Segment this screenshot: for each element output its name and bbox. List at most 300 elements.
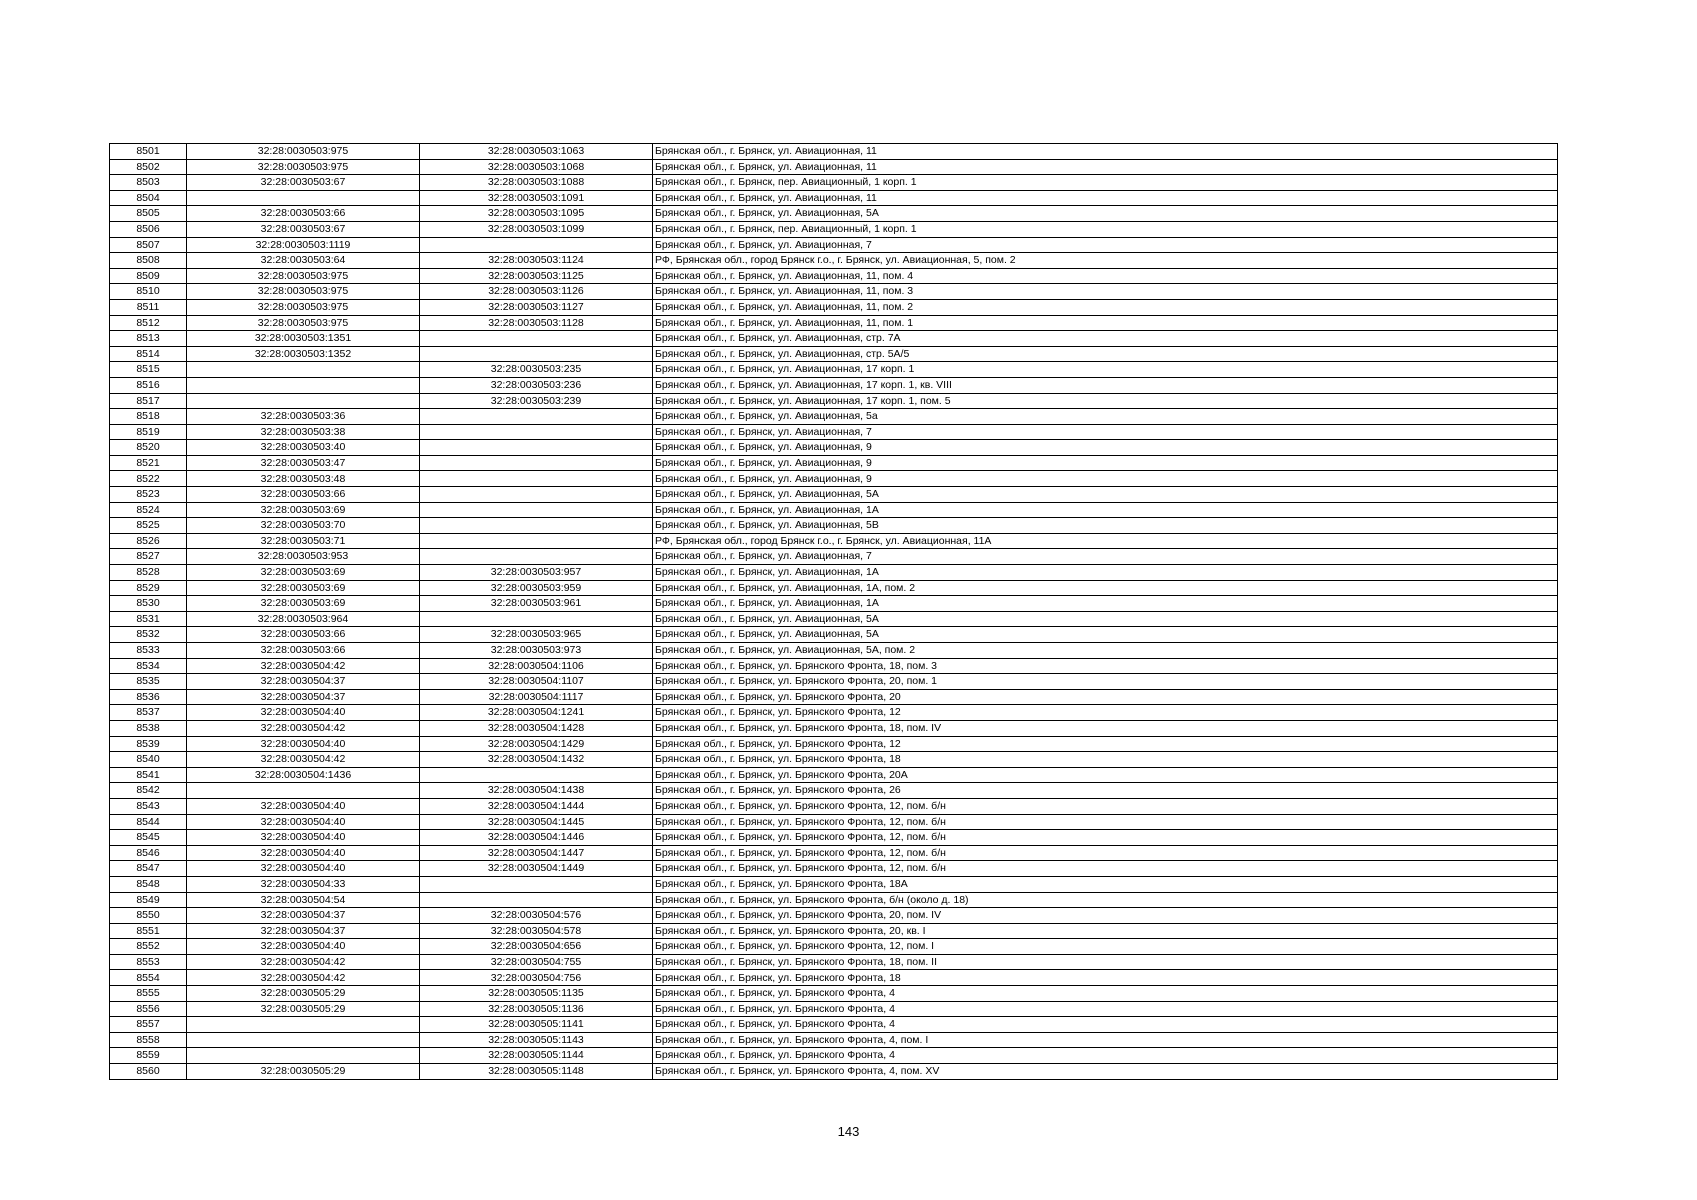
parent-cadastral-number-cell: 32:28:0030505:29 — [187, 986, 420, 1002]
table-row — [110, 939, 1558, 955]
address-cell: Брянская обл., г. Брянск, ул. Авиационная, стр. 5А/5 — [653, 346, 1558, 362]
cadastral-number-cell — [420, 471, 653, 487]
row-number-cell: 8557 — [110, 1017, 187, 1033]
cadastral-number-cell: 32:28:0030505:1136 — [420, 1001, 653, 1017]
cadastral-number-cell — [420, 518, 653, 534]
cadastral-number-cell: 32:28:0030505:1141 — [420, 1017, 653, 1033]
parent-cadastral-number-cell: 32:28:0030504:37 — [187, 674, 420, 690]
table-row — [110, 175, 1558, 191]
parent-cadastral-number-cell: 32:28:0030503:66 — [187, 487, 420, 503]
row-number-cell: 8532 — [110, 627, 187, 643]
table-row — [110, 206, 1558, 222]
row-number-cell: 8519 — [110, 424, 187, 440]
parent-cadastral-number-cell: 32:28:0030504:40 — [187, 845, 420, 861]
row-number-cell: 8528 — [110, 565, 187, 581]
row-number-cell: 8545 — [110, 830, 187, 846]
row-number-cell: 8520 — [110, 440, 187, 456]
table-row — [110, 627, 1558, 643]
address-cell: Брянская обл., г. Брянск, ул. Брянского Фронта, 20, пом. 1 — [653, 674, 1558, 690]
table-row — [110, 1017, 1558, 1033]
parent-cadastral-number-cell: 32:28:0030505:29 — [187, 1001, 420, 1017]
cadastral-number-cell: 32:28:0030505:1135 — [420, 986, 653, 1002]
cadastral-table — [109, 143, 1558, 1080]
address-cell: Брянская обл., г. Брянск, ул. Авиационная, 5А — [653, 487, 1558, 503]
address-cell: Брянская обл., г. Брянск, ул. Авиационная, 5А — [653, 611, 1558, 627]
table-row — [110, 830, 1558, 846]
cadastral-number-cell: 32:28:0030504:1438 — [420, 783, 653, 799]
table-row — [110, 736, 1558, 752]
table-row — [110, 159, 1558, 175]
table-row — [110, 611, 1558, 627]
cadastral-number-cell: 32:28:0030503:965 — [420, 627, 653, 643]
table-row — [110, 424, 1558, 440]
row-number-cell: 8510 — [110, 284, 187, 300]
table-row — [110, 643, 1558, 659]
parent-cadastral-number-cell: 32:28:0030504:42 — [187, 970, 420, 986]
cadastral-number-cell: 32:28:0030504:656 — [420, 939, 653, 955]
address-cell: Брянская обл., г. Брянск, ул. Авиационная, 1А — [653, 502, 1558, 518]
address-cell: Брянская обл., г. Брянск, ул. Брянского Фронта, 18 — [653, 970, 1558, 986]
cadastral-number-cell: 32:28:0030503:1095 — [420, 206, 653, 222]
parent-cadastral-number-cell: 32:28:0030503:975 — [187, 315, 420, 331]
cadastral-number-cell: 32:28:0030503:973 — [420, 643, 653, 659]
address-cell: Брянская обл., г. Брянск, ул. Авиационная, 5а — [653, 409, 1558, 425]
address-cell: Брянская обл., г. Брянск, ул. Брянского Фронта, 26 — [653, 783, 1558, 799]
table-row — [110, 861, 1558, 877]
address-cell: Брянская обл., г. Брянск, ул. Авиационная, 11 — [653, 190, 1558, 206]
table-row — [110, 720, 1558, 736]
address-cell: Брянская обл., г. Брянск, ул. Авиационная, 11, пом. 2 — [653, 299, 1558, 315]
table-row — [110, 580, 1558, 596]
table-row — [110, 1001, 1558, 1017]
cadastral-number-cell: 32:28:0030503:235 — [420, 362, 653, 378]
table-row — [110, 502, 1558, 518]
address-cell: Брянская обл., г. Брянск, ул. Авиационная, 17 корп. 1, кв. VIII — [653, 377, 1558, 393]
table-row — [110, 986, 1558, 1002]
row-number-cell: 8522 — [110, 471, 187, 487]
row-number-cell: 8502 — [110, 159, 187, 175]
cadastral-number-cell — [420, 331, 653, 347]
address-cell: Брянская обл., г. Брянск, ул. Брянского Фронта, 12, пом. б/н — [653, 798, 1558, 814]
address-cell: Брянская обл., г. Брянск, ул. Брянского Фронта, 20 — [653, 689, 1558, 705]
address-cell: Брянская обл., г. Брянск, ул. Авиационная, 9 — [653, 440, 1558, 456]
cadastral-number-cell — [420, 611, 653, 627]
parent-cadastral-number-cell: 32:28:0030504:37 — [187, 689, 420, 705]
parent-cadastral-number-cell: 32:28:0030503:975 — [187, 284, 420, 300]
parent-cadastral-number-cell: 32:28:0030503:975 — [187, 159, 420, 175]
parent-cadastral-number-cell: 32:28:0030504:42 — [187, 954, 420, 970]
parent-cadastral-number-cell: 32:28:0030504:40 — [187, 705, 420, 721]
address-cell: Брянская обл., г. Брянск, ул. Авиационная, 17 корп. 1 — [653, 362, 1558, 378]
row-number-cell: 8525 — [110, 518, 187, 534]
row-number-cell: 8552 — [110, 939, 187, 955]
parent-cadastral-number-cell: 32:28:0030503:953 — [187, 549, 420, 565]
table-row — [110, 471, 1558, 487]
row-number-cell: 8550 — [110, 908, 187, 924]
row-number-cell: 8533 — [110, 643, 187, 659]
row-number-cell: 8505 — [110, 206, 187, 222]
table-row — [110, 876, 1558, 892]
parent-cadastral-number-cell: 32:28:0030503:69 — [187, 580, 420, 596]
address-cell: РФ, Брянская обл., город Брянск г.о., г. Брянск, ул. Авиационная, 11А — [653, 533, 1558, 549]
parent-cadastral-number-cell: 32:28:0030504:40 — [187, 830, 420, 846]
parent-cadastral-number-cell: 32:28:0030504:40 — [187, 939, 420, 955]
parent-cadastral-number-cell: 32:28:0030503:64 — [187, 253, 420, 269]
address-cell: Брянская обл., г. Брянск, пер. Авиационный, 1 корп. 1 — [653, 221, 1558, 237]
table-row — [110, 221, 1558, 237]
address-cell: Брянская обл., г. Брянск, ул. Авиационная, 11, пом. 4 — [653, 268, 1558, 284]
cadastral-number-cell: 32:28:0030503:957 — [420, 565, 653, 581]
table-row — [110, 455, 1558, 471]
address-cell: Брянская обл., г. Брянск, ул. Авиационная, 5А, пом. 2 — [653, 643, 1558, 659]
parent-cadastral-number-cell: 32:28:0030503:47 — [187, 455, 420, 471]
address-cell: Брянская обл., г. Брянск, ул. Брянского Фронта, 12, пом. I — [653, 939, 1558, 955]
cadastral-number-cell: 32:28:0030503:961 — [420, 596, 653, 612]
address-cell: Брянская обл., г. Брянск, ул. Авиационная, 5В — [653, 518, 1558, 534]
table-row — [110, 689, 1558, 705]
address-cell: Брянская обл., г. Брянск, ул. Авиационная, 1А — [653, 565, 1558, 581]
row-number-cell: 8535 — [110, 674, 187, 690]
cadastral-number-cell — [420, 237, 653, 253]
address-cell: Брянская обл., г. Брянск, ул. Брянского Фронта, 12 — [653, 705, 1558, 721]
parent-cadastral-number-cell: 32:28:0030503:975 — [187, 268, 420, 284]
address-cell: Брянская обл., г. Брянск, ул. Авиационная, 5А — [653, 206, 1558, 222]
cadastral-number-cell — [420, 892, 653, 908]
cadastral-number-cell: 32:28:0030503:1127 — [420, 299, 653, 315]
row-number-cell: 8540 — [110, 752, 187, 768]
address-cell: Брянская обл., г. Брянск, ул. Брянского Фронта, 4 — [653, 1048, 1558, 1064]
parent-cadastral-number-cell: 32:28:0030504:40 — [187, 814, 420, 830]
table-row — [110, 1064, 1558, 1080]
table-row — [110, 954, 1558, 970]
table-row — [110, 518, 1558, 534]
cadastral-number-cell: 32:28:0030504:1449 — [420, 861, 653, 877]
table-row — [110, 190, 1558, 206]
parent-cadastral-number-cell: 32:28:0030503:71 — [187, 533, 420, 549]
parent-cadastral-number-cell: 32:28:0030503:36 — [187, 409, 420, 425]
cadastral-number-cell: 32:28:0030504:1445 — [420, 814, 653, 830]
parent-cadastral-number-cell: 32:28:0030504:54 — [187, 892, 420, 908]
address-cell: Брянская обл., г. Брянск, ул. Авиационная, 11, пом. 3 — [653, 284, 1558, 300]
address-cell: Брянская обл., г. Брянск, ул. Авиационная, 1А, пом. 2 — [653, 580, 1558, 596]
cadastral-number-cell: 32:28:0030504:1428 — [420, 720, 653, 736]
table-row — [110, 596, 1558, 612]
row-number-cell: 8526 — [110, 533, 187, 549]
row-number-cell: 8549 — [110, 892, 187, 908]
row-number-cell: 8560 — [110, 1064, 187, 1080]
parent-cadastral-number-cell: 32:28:0030503:67 — [187, 221, 420, 237]
cadastral-number-cell: 32:28:0030504:1106 — [420, 658, 653, 674]
row-number-cell: 8501 — [110, 144, 187, 160]
address-cell: Брянская обл., г. Брянск, ул. Брянского Фронта, 18, пом. 3 — [653, 658, 1558, 674]
address-cell: Брянская обл., г. Брянск, ул. Брянского Фронта, 4 — [653, 986, 1558, 1002]
table-row — [110, 1032, 1558, 1048]
parent-cadastral-number-cell — [187, 393, 420, 409]
cadastral-number-cell — [420, 455, 653, 471]
cadastral-number-cell — [420, 346, 653, 362]
table-row — [110, 767, 1558, 783]
address-cell: Брянская обл., г. Брянск, ул. Брянского Фронта, 20, кв. I — [653, 923, 1558, 939]
table-row — [110, 908, 1558, 924]
row-number-cell: 8542 — [110, 783, 187, 799]
page-number: 143 — [837, 1124, 860, 1139]
cadastral-number-cell — [420, 549, 653, 565]
address-cell: Брянская обл., г. Брянск, ул. Брянского Фронта, 18, пом. II — [653, 954, 1558, 970]
cadastral-number-cell: 32:28:0030503:236 — [420, 377, 653, 393]
parent-cadastral-number-cell: 32:28:0030503:69 — [187, 502, 420, 518]
cadastral-number-cell: 32:28:0030504:756 — [420, 970, 653, 986]
table-row — [110, 658, 1558, 674]
table-row — [110, 533, 1558, 549]
address-cell: Брянская обл., г. Брянск, ул. Авиационная, 11 — [653, 159, 1558, 175]
table-row — [110, 299, 1558, 315]
cadastral-number-cell — [420, 409, 653, 425]
cadastral-number-cell — [420, 502, 653, 518]
parent-cadastral-number-cell: 32:28:0030503:70 — [187, 518, 420, 534]
parent-cadastral-number-cell: 32:28:0030503:975 — [187, 144, 420, 160]
cadastral-number-cell — [420, 533, 653, 549]
parent-cadastral-number-cell — [187, 190, 420, 206]
row-number-cell: 8554 — [110, 970, 187, 986]
row-number-cell: 8546 — [110, 845, 187, 861]
cadastral-number-cell: 32:28:0030503:239 — [420, 393, 653, 409]
cadastral-number-cell: 32:28:0030503:1125 — [420, 268, 653, 284]
parent-cadastral-number-cell: 32:28:0030505:29 — [187, 1064, 420, 1080]
table-row — [110, 845, 1558, 861]
address-cell: Брянская обл., г. Брянск, ул. Брянского Фронта, 12, пом. б/н — [653, 861, 1558, 877]
table-row — [110, 549, 1558, 565]
table-row — [110, 393, 1558, 409]
address-cell: Брянская обл., г. Брянск, ул. Брянского Фронта, 20, пом. IV — [653, 908, 1558, 924]
cadastral-number-cell: 32:28:0030504:576 — [420, 908, 653, 924]
address-cell: Брянская обл., г. Брянск, ул. Брянского Фронта, 12, пом. б/н — [653, 830, 1558, 846]
table-row — [110, 362, 1558, 378]
cadastral-number-cell — [420, 767, 653, 783]
cadastral-number-cell: 32:28:0030503:1126 — [420, 284, 653, 300]
cadastral-number-cell: 32:28:0030504:578 — [420, 923, 653, 939]
row-number-cell: 8559 — [110, 1048, 187, 1064]
parent-cadastral-number-cell: 32:28:0030503:69 — [187, 565, 420, 581]
address-cell: Брянская обл., г. Брянск, ул. Брянского Фронта, 12, пом. б/н — [653, 814, 1558, 830]
table-row — [110, 487, 1558, 503]
parent-cadastral-number-cell: 32:28:0030504:37 — [187, 923, 420, 939]
row-number-cell: 8504 — [110, 190, 187, 206]
row-number-cell: 8547 — [110, 861, 187, 877]
table-row — [110, 315, 1558, 331]
row-number-cell: 8529 — [110, 580, 187, 596]
cadastral-number-cell: 32:28:0030504:1117 — [420, 689, 653, 705]
parent-cadastral-number-cell — [187, 377, 420, 393]
row-number-cell: 8518 — [110, 409, 187, 425]
address-cell: РФ, Брянская обл., город Брянск г.о., г. Брянск, ул. Авиационная, 5, пом. 2 — [653, 253, 1558, 269]
cadastral-number-cell: 32:28:0030503:959 — [420, 580, 653, 596]
table-row — [110, 565, 1558, 581]
parent-cadastral-number-cell: 32:28:0030503:1351 — [187, 331, 420, 347]
cadastral-number-cell: 32:28:0030505:1144 — [420, 1048, 653, 1064]
row-number-cell: 8507 — [110, 237, 187, 253]
parent-cadastral-number-cell: 32:28:0030503:38 — [187, 424, 420, 440]
address-cell: Брянская обл., г. Брянск, ул. Авиационная, 7 — [653, 237, 1558, 253]
parent-cadastral-number-cell: 32:28:0030503:69 — [187, 596, 420, 612]
row-number-cell: 8517 — [110, 393, 187, 409]
row-number-cell: 8553 — [110, 954, 187, 970]
address-cell: Брянская обл., г. Брянск, ул. Авиационная, 7 — [653, 424, 1558, 440]
parent-cadastral-number-cell: 32:28:0030503:975 — [187, 299, 420, 315]
parent-cadastral-number-cell: 32:28:0030504:42 — [187, 658, 420, 674]
cadastral-number-cell — [420, 876, 653, 892]
parent-cadastral-number-cell — [187, 1032, 420, 1048]
cadastral-number-cell: 32:28:0030503:1124 — [420, 253, 653, 269]
address-cell: Брянская обл., г. Брянск, ул. Брянского Фронта, 12, пом. б/н — [653, 845, 1558, 861]
address-cell: Брянская обл., г. Брянск, ул. Брянского Фронта, 18А — [653, 876, 1558, 892]
parent-cadastral-number-cell: 32:28:0030504:1436 — [187, 767, 420, 783]
cadastral-number-cell: 32:28:0030504:1446 — [420, 830, 653, 846]
address-cell: Брянская обл., г. Брянск, ул. Авиационная, 9 — [653, 455, 1558, 471]
table-row — [110, 268, 1558, 284]
row-number-cell: 8551 — [110, 923, 187, 939]
address-cell: Брянская обл., г. Брянск, ул. Брянского Фронта, 4, пом. XV — [653, 1064, 1558, 1080]
row-number-cell: 8536 — [110, 689, 187, 705]
table-row — [110, 1048, 1558, 1064]
address-cell: Брянская обл., г. Брянск, ул. Брянского Фронта, 4, пом. I — [653, 1032, 1558, 1048]
row-number-cell: 8548 — [110, 876, 187, 892]
parent-cadastral-number-cell: 32:28:0030503:66 — [187, 627, 420, 643]
cadastral-number-cell — [420, 487, 653, 503]
table-row — [110, 237, 1558, 253]
table-row — [110, 892, 1558, 908]
cadastral-number-cell — [420, 440, 653, 456]
cadastral-number-cell: 32:28:0030503:1091 — [420, 190, 653, 206]
address-cell: Брянская обл., г. Брянск, ул. Авиационная, 17 корп. 1, пом. 5 — [653, 393, 1558, 409]
row-number-cell: 8556 — [110, 1001, 187, 1017]
row-number-cell: 8515 — [110, 362, 187, 378]
table-row — [110, 409, 1558, 425]
row-number-cell: 8538 — [110, 720, 187, 736]
table-row — [110, 970, 1558, 986]
cadastral-number-cell: 32:28:0030504:1447 — [420, 845, 653, 861]
parent-cadastral-number-cell: 32:28:0030503:1119 — [187, 237, 420, 253]
row-number-cell: 8506 — [110, 221, 187, 237]
table-row — [110, 144, 1558, 160]
address-cell: Брянская обл., г. Брянск, ул. Авиационная, 11, пом. 1 — [653, 315, 1558, 331]
table-row — [110, 798, 1558, 814]
table-row — [110, 674, 1558, 690]
address-cell: Брянская обл., г. Брянск, ул. Брянского Фронта, б/н (около д. 18) — [653, 892, 1558, 908]
address-cell: Брянская обл., г. Брянск, ул. Авиационная, 1А — [653, 596, 1558, 612]
parent-cadastral-number-cell: 32:28:0030503:964 — [187, 611, 420, 627]
parent-cadastral-number-cell: 32:28:0030504:37 — [187, 908, 420, 924]
cadastral-number-cell — [420, 424, 653, 440]
address-cell: Брянская обл., г. Брянск, ул. Авиационная, 11 — [653, 144, 1558, 160]
cadastral-number-cell: 32:28:0030504:1107 — [420, 674, 653, 690]
table-row — [110, 783, 1558, 799]
cadastral-number-cell: 32:28:0030505:1148 — [420, 1064, 653, 1080]
cadastral-number-cell: 32:28:0030503:1128 — [420, 315, 653, 331]
row-number-cell: 8527 — [110, 549, 187, 565]
row-number-cell: 8539 — [110, 736, 187, 752]
parent-cadastral-number-cell: 32:28:0030503:66 — [187, 643, 420, 659]
row-number-cell: 8516 — [110, 377, 187, 393]
address-cell: Брянская обл., г. Брянск, ул. Брянского Фронта, 20А — [653, 767, 1558, 783]
row-number-cell: 8541 — [110, 767, 187, 783]
parent-cadastral-number-cell: 32:28:0030504:40 — [187, 798, 420, 814]
cadastral-number-cell: 32:28:0030503:1099 — [420, 221, 653, 237]
address-cell: Брянская обл., г. Брянск, ул. Брянского Фронта, 18, пом. IV — [653, 720, 1558, 736]
cadastral-number-cell: 32:28:0030504:1241 — [420, 705, 653, 721]
parent-cadastral-number-cell — [187, 783, 420, 799]
address-cell: Брянская обл., г. Брянск, ул. Авиационная, 7 — [653, 549, 1558, 565]
row-number-cell: 8555 — [110, 986, 187, 1002]
table-body — [110, 144, 1558, 1080]
address-cell: Брянская обл., г. Брянск, ул. Брянского Фронта, 4 — [653, 1017, 1558, 1033]
parent-cadastral-number-cell: 32:28:0030504:42 — [187, 752, 420, 768]
parent-cadastral-number-cell: 32:28:0030504:40 — [187, 861, 420, 877]
cadastral-number-cell: 32:28:0030504:1444 — [420, 798, 653, 814]
parent-cadastral-number-cell: 32:28:0030504:42 — [187, 720, 420, 736]
row-number-cell: 8531 — [110, 611, 187, 627]
cadastral-number-cell: 32:28:0030504:755 — [420, 954, 653, 970]
row-number-cell: 8543 — [110, 798, 187, 814]
address-cell: Брянская обл., г. Брянск, пер. Авиационный, 1 корп. 1 — [653, 175, 1558, 191]
address-cell: Брянская обл., г. Брянск, ул. Авиационная, стр. 7А — [653, 331, 1558, 347]
parent-cadastral-number-cell: 32:28:0030503:40 — [187, 440, 420, 456]
row-number-cell: 8503 — [110, 175, 187, 191]
parent-cadastral-number-cell — [187, 1017, 420, 1033]
row-number-cell: 8530 — [110, 596, 187, 612]
cadastral-number-cell: 32:28:0030504:1429 — [420, 736, 653, 752]
cadastral-number-cell: 32:28:0030503:1088 — [420, 175, 653, 191]
parent-cadastral-number-cell: 32:28:0030504:33 — [187, 876, 420, 892]
table-row — [110, 440, 1558, 456]
row-number-cell: 8544 — [110, 814, 187, 830]
table-row — [110, 752, 1558, 768]
parent-cadastral-number-cell — [187, 362, 420, 378]
cadastral-number-cell: 32:28:0030504:1432 — [420, 752, 653, 768]
parent-cadastral-number-cell: 32:28:0030504:40 — [187, 736, 420, 752]
row-number-cell: 8514 — [110, 346, 187, 362]
table-row — [110, 377, 1558, 393]
parent-cadastral-number-cell: 32:28:0030503:48 — [187, 471, 420, 487]
row-number-cell: 8512 — [110, 315, 187, 331]
table-row — [110, 705, 1558, 721]
parent-cadastral-number-cell: 32:28:0030503:66 — [187, 206, 420, 222]
row-number-cell: 8509 — [110, 268, 187, 284]
parent-cadastral-number-cell: 32:28:0030503:67 — [187, 175, 420, 191]
cadastral-number-cell: 32:28:0030505:1143 — [420, 1032, 653, 1048]
table-row — [110, 814, 1558, 830]
row-number-cell: 8513 — [110, 331, 187, 347]
address-cell: Брянская обл., г. Брянск, ул. Брянского Фронта, 18 — [653, 752, 1558, 768]
address-cell: Брянская обл., г. Брянск, ул. Авиационная, 5А — [653, 627, 1558, 643]
row-number-cell: 8511 — [110, 299, 187, 315]
cadastral-number-cell: 32:28:0030503:1068 — [420, 159, 653, 175]
address-cell: Брянская обл., г. Брянск, ул. Брянского Фронта, 12 — [653, 736, 1558, 752]
address-cell: Брянская обл., г. Брянск, ул. Авиационная, 9 — [653, 471, 1558, 487]
row-number-cell: 8523 — [110, 487, 187, 503]
row-number-cell: 8524 — [110, 502, 187, 518]
address-cell: Брянская обл., г. Брянск, ул. Брянского Фронта, 4 — [653, 1001, 1558, 1017]
row-number-cell: 8521 — [110, 455, 187, 471]
row-number-cell: 8537 — [110, 705, 187, 721]
table-row — [110, 346, 1558, 362]
row-number-cell: 8558 — [110, 1032, 187, 1048]
parent-cadastral-number-cell: 32:28:0030503:1352 — [187, 346, 420, 362]
row-number-cell: 8508 — [110, 253, 187, 269]
table-row — [110, 331, 1558, 347]
table-row — [110, 284, 1558, 300]
row-number-cell: 8534 — [110, 658, 187, 674]
parent-cadastral-number-cell — [187, 1048, 420, 1064]
